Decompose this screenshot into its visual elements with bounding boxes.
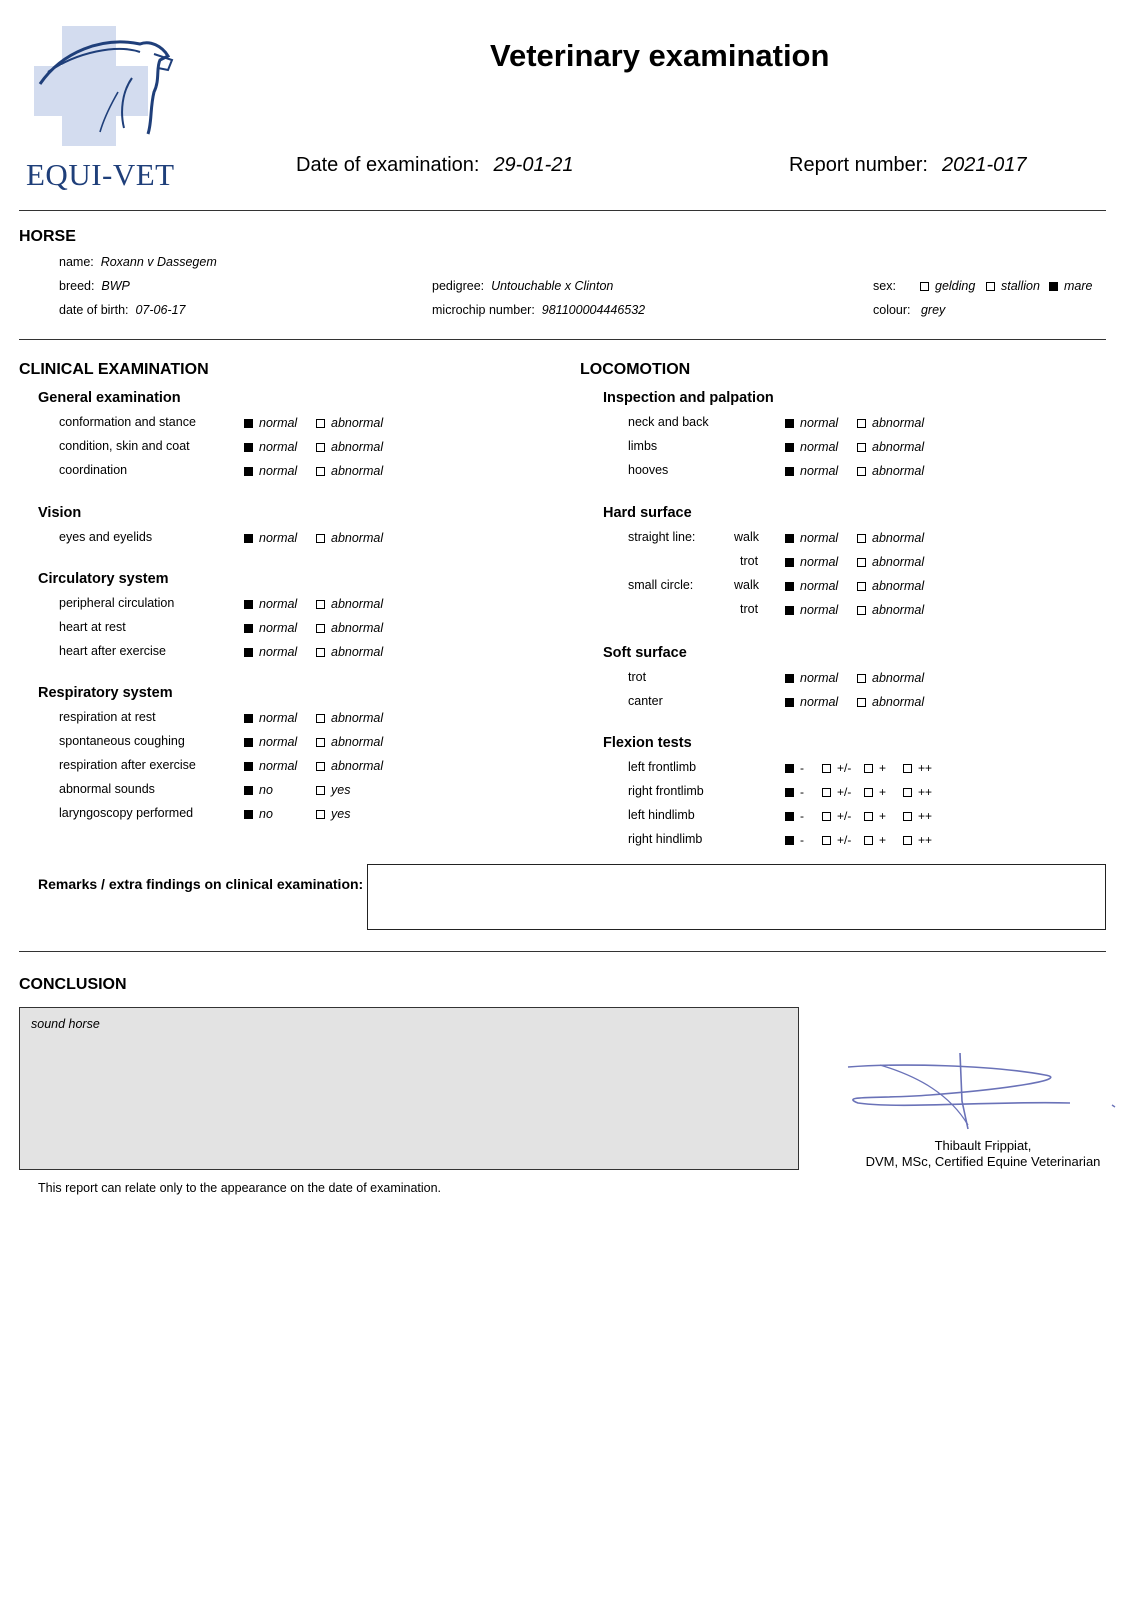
checkbox-unchecked[interactable] <box>903 764 912 773</box>
field-label: small circle: <box>628 578 694 592</box>
option[interactable] <box>785 464 838 478</box>
field-label: conformation and stance <box>59 415 196 429</box>
option-label: yes <box>331 783 351 797</box>
remarks-label: Remarks / extra findings on clinical examination: <box>38 876 364 892</box>
option-label: normal <box>800 603 839 617</box>
option[interactable] <box>244 735 297 749</box>
horse-colour <box>873 303 945 317</box>
checkbox-checked[interactable] <box>785 674 794 683</box>
option-label: + <box>879 785 887 799</box>
option-label: abnormal <box>872 671 925 685</box>
option[interactable] <box>1049 279 1092 293</box>
option-label: abnormal <box>331 759 384 773</box>
checkbox-checked[interactable] <box>785 443 794 452</box>
checkbox-unchecked[interactable] <box>316 467 325 476</box>
pedigree-label: pedigree: <box>432 279 485 293</box>
subsection-title: General examination <box>38 390 181 406</box>
option[interactable] <box>244 440 297 454</box>
clinical-heading: CLINICAL EXAMINATION <box>19 361 209 378</box>
option[interactable] <box>785 761 804 775</box>
option[interactable] <box>903 785 932 799</box>
option-label: normal <box>259 440 298 454</box>
option-label: mare <box>1064 279 1093 293</box>
field-label: eyes and eyelids <box>59 530 153 544</box>
report-number <box>789 154 1027 177</box>
option-label: +/- <box>837 761 852 775</box>
option-label: gelding <box>935 279 976 293</box>
option-label: normal <box>259 735 298 749</box>
checkbox-unchecked[interactable] <box>864 788 873 797</box>
checkbox-unchecked[interactable] <box>316 419 325 428</box>
checkbox-unchecked[interactable] <box>857 443 866 452</box>
checkbox-checked[interactable] <box>1049 282 1058 291</box>
dob-value: 07-06-17 <box>135 303 186 317</box>
date-value: 29-01-21 <box>493 154 574 176</box>
checkbox-unchecked[interactable] <box>857 419 866 428</box>
checkbox-unchecked[interactable] <box>864 812 873 821</box>
horse-name <box>59 255 217 269</box>
field-label: left hindlimb <box>628 808 695 822</box>
checkbox-unchecked[interactable] <box>903 812 912 821</box>
option[interactable] <box>864 761 886 775</box>
option[interactable] <box>316 711 383 725</box>
subsection-title: Respiratory system <box>38 685 173 701</box>
option[interactable] <box>785 833 804 847</box>
dob-label: date of birth: <box>59 303 129 317</box>
checkbox-unchecked[interactable] <box>316 762 325 771</box>
option[interactable] <box>244 464 297 478</box>
field-label: straight line: <box>628 530 696 544</box>
option[interactable] <box>244 531 297 545</box>
checkbox-unchecked[interactable] <box>822 812 831 821</box>
option-label: ++ <box>918 833 933 847</box>
checkbox-unchecked[interactable] <box>986 282 995 291</box>
field-label: respiration after exercise <box>59 758 196 772</box>
checkbox-unchecked[interactable] <box>822 836 831 845</box>
signature <box>840 1045 1120 1135</box>
option[interactable] <box>857 603 924 617</box>
option-label: normal <box>800 464 839 478</box>
checkbox-checked[interactable] <box>244 762 253 771</box>
checkbox-unchecked[interactable] <box>316 810 325 819</box>
checkbox-unchecked[interactable] <box>316 600 325 609</box>
option[interactable] <box>244 807 273 821</box>
checkbox-unchecked[interactable] <box>857 534 866 543</box>
remarks-field[interactable] <box>367 864 1106 930</box>
option-label: abnormal <box>872 464 925 478</box>
option-label: yes <box>331 807 351 821</box>
checkbox-checked[interactable] <box>785 467 794 476</box>
checkbox-checked[interactable] <box>244 738 253 747</box>
option[interactable] <box>785 579 838 593</box>
checkbox-checked[interactable] <box>244 786 253 795</box>
checkbox-unchecked[interactable] <box>903 836 912 845</box>
option[interactable] <box>316 440 383 454</box>
checkbox-unchecked[interactable] <box>316 714 325 723</box>
horse-microchip <box>432 303 645 317</box>
option[interactable] <box>785 603 838 617</box>
option[interactable] <box>857 695 924 709</box>
gait-label: walk <box>734 530 760 544</box>
option[interactable] <box>244 759 297 773</box>
option[interactable] <box>857 416 924 430</box>
checkbox-checked[interactable] <box>785 788 794 797</box>
option[interactable] <box>857 579 924 593</box>
option[interactable] <box>316 645 383 659</box>
checkbox-checked[interactable] <box>785 534 794 543</box>
option[interactable] <box>316 464 383 478</box>
checkbox-unchecked[interactable] <box>822 788 831 797</box>
checkbox-unchecked[interactable] <box>316 786 325 795</box>
option-label: +/- <box>837 785 852 799</box>
checkbox-unchecked[interactable] <box>857 467 866 476</box>
conclusion-heading: CONCLUSION <box>19 976 127 993</box>
option[interactable] <box>244 416 297 430</box>
option-label: normal <box>800 555 839 569</box>
field-label: abnormal sounds <box>59 782 155 796</box>
horse-breed <box>59 279 130 293</box>
vet-name: Thibault Frippiat, <box>934 1138 1032 1153</box>
option-label: abnormal <box>872 603 925 617</box>
option-label: +/- <box>837 833 852 847</box>
field-label: coordination <box>59 463 128 477</box>
option-label: no <box>259 783 273 797</box>
checkbox-checked[interactable] <box>785 558 794 567</box>
colour-label: colour: <box>873 303 911 317</box>
option-label: abnormal <box>872 440 925 454</box>
gait-label: trot <box>740 554 759 568</box>
option-label: + <box>879 761 887 775</box>
gait-label: trot <box>740 602 759 616</box>
checkbox-checked[interactable] <box>785 812 794 821</box>
checkbox-checked[interactable] <box>244 419 253 428</box>
option[interactable] <box>785 809 804 823</box>
option[interactable] <box>857 555 924 569</box>
report-label: Report number: <box>789 154 928 176</box>
field-label: limbs <box>628 439 658 453</box>
option-label: abnormal <box>331 416 384 430</box>
checkbox-checked[interactable] <box>785 606 794 615</box>
subsection-title: Flexion tests <box>603 735 692 751</box>
option-label: abnormal <box>331 531 384 545</box>
option-label: abnormal <box>331 645 384 659</box>
option[interactable] <box>903 809 932 823</box>
option[interactable] <box>864 809 886 823</box>
option-label: abnormal <box>331 440 384 454</box>
divider <box>19 339 1106 340</box>
option[interactable] <box>903 761 932 775</box>
option-label: + <box>879 833 887 847</box>
field-label: right hindlimb <box>628 832 703 846</box>
checkbox-unchecked[interactable] <box>864 764 873 773</box>
checkbox-unchecked[interactable] <box>864 836 873 845</box>
checkbox-unchecked[interactable] <box>822 764 831 773</box>
checkbox-checked[interactable] <box>785 582 794 591</box>
breed-value: BWP <box>101 279 130 293</box>
option[interactable] <box>244 621 297 635</box>
checkbox-unchecked[interactable] <box>857 698 866 707</box>
checkbox-unchecked[interactable] <box>316 443 325 452</box>
field-label: heart at rest <box>59 620 126 634</box>
name-value: Roxann v Dassegem <box>100 255 217 269</box>
subsection-title: Circulatory system <box>38 571 169 587</box>
option[interactable] <box>857 671 924 685</box>
page-title: Veterinary examination <box>490 38 830 73</box>
option-label: normal <box>259 531 298 545</box>
option-label: abnormal <box>872 416 925 430</box>
checkbox-unchecked[interactable] <box>857 674 866 683</box>
option-label: abnormal <box>331 711 384 725</box>
option-label: normal <box>800 440 839 454</box>
option[interactable] <box>244 597 297 611</box>
option-label: normal <box>800 671 839 685</box>
option-label: - <box>800 785 804 799</box>
option[interactable] <box>316 807 350 821</box>
pedigree-value: Untouchable x Clinton <box>491 279 614 293</box>
field-label: trot <box>628 670 647 684</box>
microchip-value: 981100004446532 <box>541 303 646 317</box>
option-label: +/- <box>837 809 852 823</box>
option-label: ++ <box>918 809 933 823</box>
option[interactable] <box>857 531 924 545</box>
option-label: stallion <box>1001 279 1040 293</box>
option-label: ++ <box>918 761 933 775</box>
option[interactable] <box>316 759 383 773</box>
checkbox-checked[interactable] <box>785 698 794 707</box>
option-label: normal <box>800 695 839 709</box>
checkbox-checked[interactable] <box>244 534 253 543</box>
option-label: abnormal <box>872 695 925 709</box>
option[interactable] <box>785 785 804 799</box>
option-label: normal <box>800 579 839 593</box>
microchip-label: microchip number: <box>432 303 535 317</box>
field-label: spontaneous coughing <box>59 734 185 748</box>
option-label: abnormal <box>872 579 925 593</box>
option[interactable] <box>822 785 851 799</box>
option[interactable] <box>785 555 838 569</box>
field-label: heart after exercise <box>59 644 166 658</box>
option-label: normal <box>259 597 298 611</box>
option[interactable] <box>822 761 851 775</box>
checkbox-unchecked[interactable] <box>316 534 325 543</box>
horse-heading: HORSE <box>19 228 76 245</box>
checkbox-checked[interactable] <box>244 600 253 609</box>
option[interactable] <box>244 645 297 659</box>
option-label: normal <box>259 759 298 773</box>
field-label: neck and back <box>628 415 709 429</box>
option[interactable] <box>785 695 838 709</box>
divider <box>19 951 1106 952</box>
option[interactable] <box>857 440 924 454</box>
divider <box>19 210 1106 211</box>
checkbox-checked[interactable] <box>785 764 794 773</box>
option[interactable] <box>903 833 932 847</box>
checkbox-unchecked[interactable] <box>920 282 929 291</box>
checkbox-unchecked[interactable] <box>857 582 866 591</box>
option[interactable] <box>316 783 350 797</box>
option-label: normal <box>259 621 298 635</box>
option[interactable] <box>822 809 851 823</box>
option[interactable] <box>316 621 383 635</box>
checkbox-checked[interactable] <box>244 467 253 476</box>
checkbox-unchecked[interactable] <box>316 738 325 747</box>
option[interactable] <box>986 279 1040 293</box>
checkbox-checked[interactable] <box>244 443 253 452</box>
checkbox-checked[interactable] <box>244 624 253 633</box>
horse-dob <box>59 303 186 317</box>
subsection-title: Vision <box>38 505 82 521</box>
option[interactable] <box>785 416 838 430</box>
breed-label: breed: <box>59 279 95 293</box>
checkbox-checked[interactable] <box>244 714 253 723</box>
option[interactable] <box>316 735 383 749</box>
option-label: abnormal <box>872 531 925 545</box>
veterinarian-signature-block <box>838 1138 1128 1170</box>
option-label: normal <box>800 416 839 430</box>
option-label: - <box>800 809 804 823</box>
option-label: abnormal <box>331 464 384 478</box>
locomotion-heading: LOCOMOTION <box>580 361 691 378</box>
logo-text: EQUI-VET <box>26 157 175 192</box>
checkbox-checked[interactable] <box>244 810 253 819</box>
option-label: normal <box>800 531 839 545</box>
field-label: respiration at rest <box>59 710 156 724</box>
checkbox-checked[interactable] <box>785 836 794 845</box>
sex-label: sex: <box>873 279 896 293</box>
option-label: normal <box>259 645 298 659</box>
option-label: - <box>800 761 804 775</box>
checkbox-unchecked[interactable] <box>903 788 912 797</box>
option[interactable] <box>244 783 273 797</box>
option[interactable] <box>244 711 297 725</box>
checkbox-unchecked[interactable] <box>316 624 325 633</box>
option-label: normal <box>259 711 298 725</box>
option[interactable] <box>785 531 838 545</box>
date-of-examination <box>296 154 574 177</box>
option-label: normal <box>259 464 298 478</box>
date-label: Date of examination: <box>296 154 480 176</box>
field-label: right frontlimb <box>628 784 704 798</box>
colour-value: grey <box>920 303 946 317</box>
field-label: left frontlimb <box>628 760 697 774</box>
option-label: abnormal <box>331 735 384 749</box>
footnote: This report can relate only to the appearance on the date of examination. <box>38 1181 442 1195</box>
vet-title: DVM, MSc, Certified Equine Veterinarian <box>865 1154 1101 1169</box>
option[interactable] <box>316 531 383 545</box>
option[interactable] <box>864 833 886 847</box>
option-label: abnormal <box>331 597 384 611</box>
report-value: 2021-017 <box>941 154 1027 176</box>
option[interactable] <box>785 671 838 685</box>
option-label: no <box>259 807 273 821</box>
conclusion-text: sound horse <box>31 1017 100 1031</box>
checkbox-unchecked[interactable] <box>857 558 866 567</box>
option-label: ++ <box>918 785 933 799</box>
field-label: peripheral circulation <box>59 596 175 610</box>
checkbox-unchecked[interactable] <box>316 648 325 657</box>
option[interactable] <box>822 833 851 847</box>
checkbox-checked[interactable] <box>785 419 794 428</box>
conclusion-field[interactable] <box>19 1007 799 1170</box>
subsection-title: Soft surface <box>603 645 687 661</box>
option-label: abnormal <box>872 555 925 569</box>
option[interactable] <box>857 464 924 478</box>
subsection-title: Inspection and palpation <box>603 390 774 406</box>
field-label: canter <box>628 694 663 708</box>
gait-label: walk <box>734 578 760 592</box>
checkbox-unchecked[interactable] <box>857 606 866 615</box>
field-label: hooves <box>628 463 669 477</box>
name-label: name: <box>59 255 94 269</box>
option[interactable] <box>316 416 383 430</box>
option[interactable] <box>316 597 383 611</box>
option-label: - <box>800 833 804 847</box>
option[interactable] <box>864 785 886 799</box>
option-label: abnormal <box>331 621 384 635</box>
checkbox-checked[interactable] <box>244 648 253 657</box>
option[interactable] <box>920 279 975 293</box>
subsection-title: Hard surface <box>603 505 692 521</box>
field-label: laryngoscopy performed <box>59 806 194 820</box>
horse-pedigree <box>432 279 613 293</box>
field-label: condition, skin and coat <box>59 439 190 453</box>
option-label: normal <box>259 416 298 430</box>
option-label: + <box>879 809 887 823</box>
option[interactable] <box>785 440 838 454</box>
